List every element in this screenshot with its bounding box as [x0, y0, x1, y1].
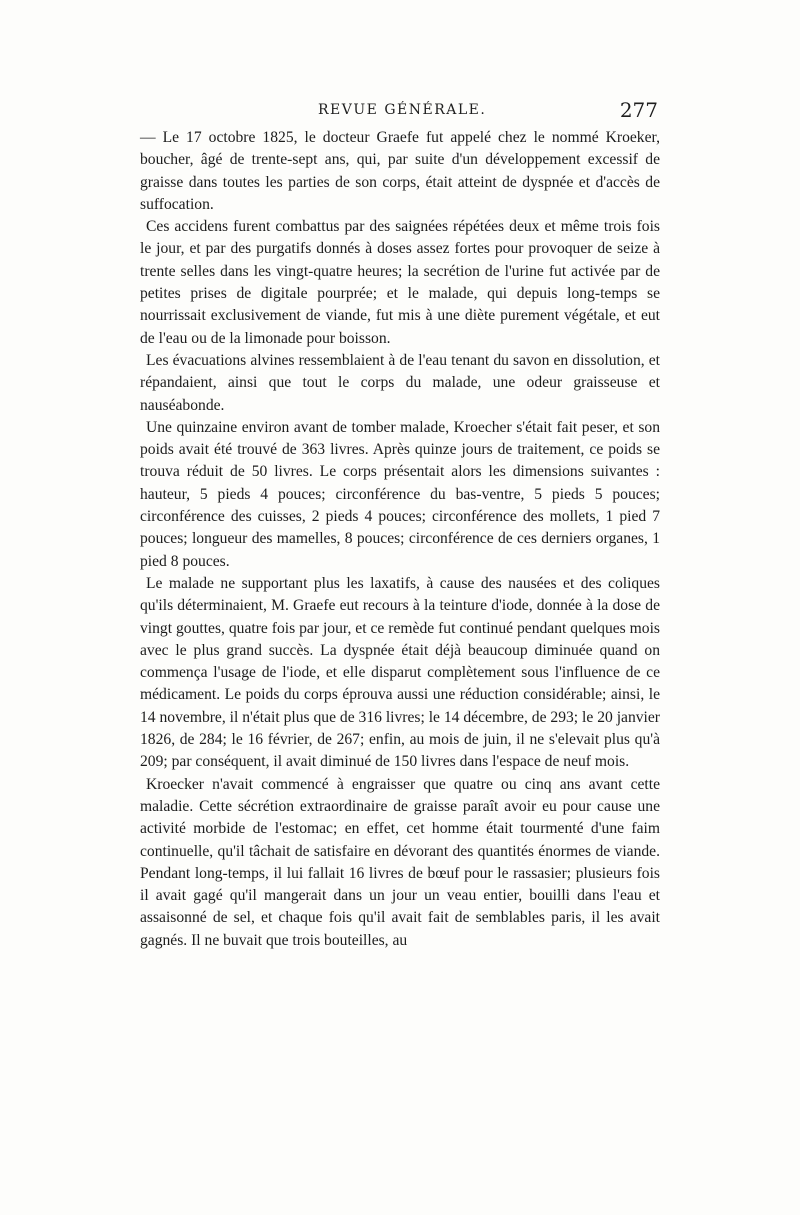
article-body [140, 127, 660, 952]
paragraph-graefe-called: — Le 17 octobre 1825, le docteur Graefe fut appelé chez le nommé Kroeker, boucher, âgé de trente-sept ans, qui, par suite d'un développement excessif de graisse dans toutes les parties de son corps, était atteint de dyspnée et d'accès de suffocation. [140, 129, 660, 213]
paragraph-evacuations: Les évacuations alvines ressemblaient à de l'eau tenant du savon en dissolution, et répandaient, ainsi que tout le corps du malade, une odeur graisseuse et nauséabonde. [140, 351, 660, 414]
running-title: REVUE GÉNÉRALE. [318, 102, 487, 118]
paragraph-iodine-treatment: Le malade ne supportant plus les laxatifs, à cause des nausées et des coliques qu'ils déterminaient, M. Graefe eut recours à la teinture d'iode, donnée à la dose de vingt gouttes, quatre fois par jour, et ce remède fut continué pendant quelques mois avec le plus grand succès. La dyspnée était déjà beaucoup diminuée quand on commença l'usage de l'iode, et elle disparut complètement sous l'influence de ce médicament. Le poids du corps éprouva aussi une réduction considérable; ainsi, le 14 novembre, il n'était plus que de 316 livres; le 14 décembre, de 293; le 20 janvier 1826, de 284; le 16 février, de 267; enfin, au mois de juin, il ne s'elevait plus qu'à 209; par conséquent, il avait diminué de 150 livres dans l'espace de neuf mois. [140, 574, 660, 771]
page-number: 277 [619, 98, 658, 122]
paragraph-weight-measurements: Une quinzaine environ avant de tomber malade, Kroecher s'était fait peser, et son poids avait été trouvé de 363 livres. Après quinze jours de traitement, ce poids se trouva réduit de 50 livres. Le corps présentait alors les dimensions suivantes : hauteur, 5 pieds 4 pouces; circonférence du bas-ventre, 5 pieds 5 pouces; circonférence des cuisses, 2 pieds 4 pouces; circonférence des mollets, 1 pied 7 pouces; longueur des mamelles, 8 pouces; circonférence de ces derniers organes, 1 pied 8 pouces. [140, 418, 660, 570]
paragraph-cause: Kroecker n'avait commencé à engraisser que quatre ou cinq ans avant cette maladie. Cette sécrétion extraordinaire de graisse paraît avoir eu pour cause une activité morbide de l'estomac; en effet, cet homme était tourmenté d'une faim continuelle, qu'il tâchait de satisfaire en dévorant des quantités énormes de viande. Pendant long-temps, il lui fallait 16 livres de bœuf pour le rassasier; plusieurs fois il avait gagé qu'il mangerait dans un jour un veau entier, bouilli dans l'eau et assaisonné de sel, et chaque fois qu'il avait fait de semblables paris, il les avait gagnés. Il ne buvait que trois bouteilles, au [140, 775, 660, 949]
page-header [140, 98, 658, 124]
paragraph-treatment: Ces accidens furent combattus par des saignées répétées deux et même trois fois le jour, et par des purgatifs donnés à doses assez fortes pour provoquer de seize à trente selles dans les vingt-quatre heures; la secrétion de l'urine fut activée par de petites prises de digitale pourprée; et le malade, qui depuis long-temps se nourrissait exclusivement de viande, fut mis à une diète purement végétale, et eut de l'eau ou de la limonade pour boisson. [140, 218, 660, 347]
